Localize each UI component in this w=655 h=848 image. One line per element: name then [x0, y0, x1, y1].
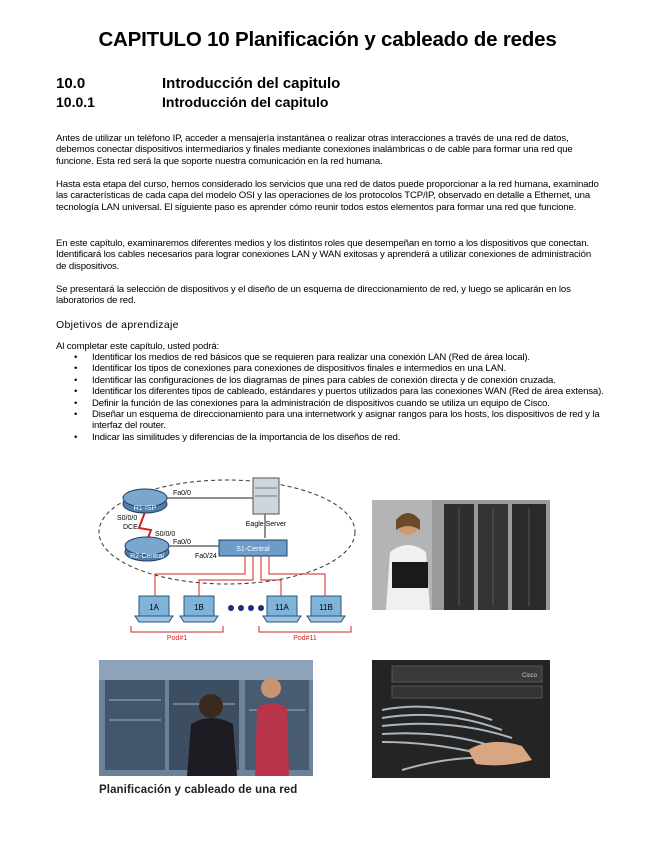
objective-text: Diseñar un esquema de direccionamiento para una internetwork y asignar rangos para los hosts, los dispositivos de red y la interfaz del router. — [92, 409, 600, 432]
r2-label: R2-Central — [130, 553, 164, 560]
paragraph-3: En este capítulo, examinaremos diferentes medios y los distintos roles que desempeñan en torno a los dispositivos que conectan. Identificará los cables necesarios para lograr conexiones LAN y WAN exitosas y aprenderá a utilizar conexiones de administración de dispositivos. — [56, 238, 592, 272]
section-number: 10.0 — [56, 75, 86, 92]
objective-text: Identificar los diferentes tipos de cableado, estándares y puertos utilizados para las conexiones WAN (Red de área extensa). — [92, 386, 604, 398]
port-label-s000-dce: S0/0/0 — [117, 515, 138, 522]
port-label-fa00-mid: Fa0/0 — [173, 539, 191, 546]
objective-text: Definir la función de las conexiones para la administración de dispositivos cuando se utiliza un equipo de Cisco. — [92, 397, 550, 409]
section-title: Introducción del capitulo — [162, 94, 329, 110]
objective-item — [56, 375, 604, 386]
page-title: CAPITULO 10 Planificación y cableado de redes — [98, 28, 557, 51]
paragraph-1: Antes de utilizar un teléfono IP, acceder a mensajería instantánea o realizar otras interacciones a través de una red de datos, debemos conectar dispositivos intermediarios y finales mediante conexiones inalámbricas o de cable para formar una red que funcione. Esta red será la que soporte nuestra comunicación en la red humana. — [56, 133, 573, 167]
pc-11a-label: 11A — [275, 603, 289, 612]
r1-label: R1-ISP — [133, 505, 157, 512]
link-s1-pc11a — [261, 556, 281, 596]
bullet-icon: • — [74, 386, 78, 398]
port-label-s000: S0/0/0 — [155, 531, 176, 538]
paragraph-4: Se presentará la selección de dispositivos y el diseño de un esquema de direccionamiento de red, y luego se aplicarán en los laboratorios de red. — [56, 284, 571, 307]
pod1-bracket — [131, 626, 223, 632]
ellipsis-dots-icon — [228, 605, 264, 611]
paragraph-2: Hasta esta etapa del curso, hemos considerado los servicios que una red de datos puede proporcionar a la red humana, examinado las características de cada capa del modelo OSI y las operaciones de los protocolos TCP/IP, observado en detalle a Ethernet, una tecnología LAN universal. El siguiente paso es aprender cómo reunir todos estos elementos para formar una red que funcione. — [56, 179, 599, 213]
objective-item — [56, 386, 604, 397]
objective-text: Identificar las configuraciones de los diagramas de pines para cables de conexión directa y de conexión cruzada. — [92, 374, 556, 386]
patch-panel-icon — [392, 666, 542, 698]
photo-server-room — [99, 660, 313, 776]
bullet-icon: • — [74, 363, 78, 375]
photo-woman-laptop — [372, 500, 550, 610]
section-title: Introducción del capitulo — [162, 75, 341, 92]
objective-item — [56, 432, 604, 443]
pc-11b-label: 11B — [319, 603, 333, 612]
objective-text: Indicar las similitudes y diferencias de la importancia de los diseños de red. — [92, 431, 401, 443]
port-label-dce: DCE — [123, 524, 138, 531]
server-rack-icon — [444, 504, 546, 610]
objective-item — [56, 398, 604, 409]
server-label: Eagle Server — [245, 521, 287, 528]
objective-text: Identificar los medios de red básicos que se requieren para realizar una conexión LAN (Red de área local). — [92, 352, 530, 363]
objective-item — [56, 409, 604, 432]
objectives-heading: Objetivos de aprendizaje — [56, 319, 179, 331]
server-icon — [253, 478, 279, 514]
bullet-icon: • — [74, 397, 78, 409]
rack-brand-label: Cisco — [522, 673, 538, 679]
pod11-bracket — [259, 626, 351, 632]
objective-item — [56, 363, 604, 374]
bullet-icon: • — [74, 409, 78, 421]
pc-1b-label: 1B — [194, 603, 204, 612]
section-heading-10-0 — [56, 75, 340, 92]
link-s1-pc1a — [155, 556, 245, 596]
photo-cable-patching — [372, 660, 550, 778]
section-heading-10-0-1 — [56, 94, 328, 110]
pc-1a-label: 1A — [149, 603, 159, 612]
objectives-list — [56, 352, 604, 443]
objective-item — [56, 352, 604, 363]
section-number: 10.0.1 — [56, 94, 95, 110]
port-label-fa00-top: Fa0/0 — [173, 490, 191, 497]
objectives-intro: Al completar este capítulo, usted podrá: — [56, 341, 220, 352]
port-label-fa024: Fa0/24 — [195, 553, 217, 560]
s1-label: S1-Central — [236, 546, 270, 553]
bullet-icon: • — [74, 431, 78, 443]
bullet-icon: • — [74, 374, 78, 386]
figure-caption: Planificación y cableado de una red — [99, 784, 298, 796]
bullet-icon: • — [74, 352, 78, 363]
network-topology-diagram — [95, 476, 360, 642]
pod11-label: Pod#11 — [293, 635, 317, 642]
pod1-label: Pod#1 — [166, 635, 188, 642]
objective-text: Identificar los tipos de conexiones para conexiones de dispositivos finales e intermedios en una LAN. — [92, 363, 507, 375]
